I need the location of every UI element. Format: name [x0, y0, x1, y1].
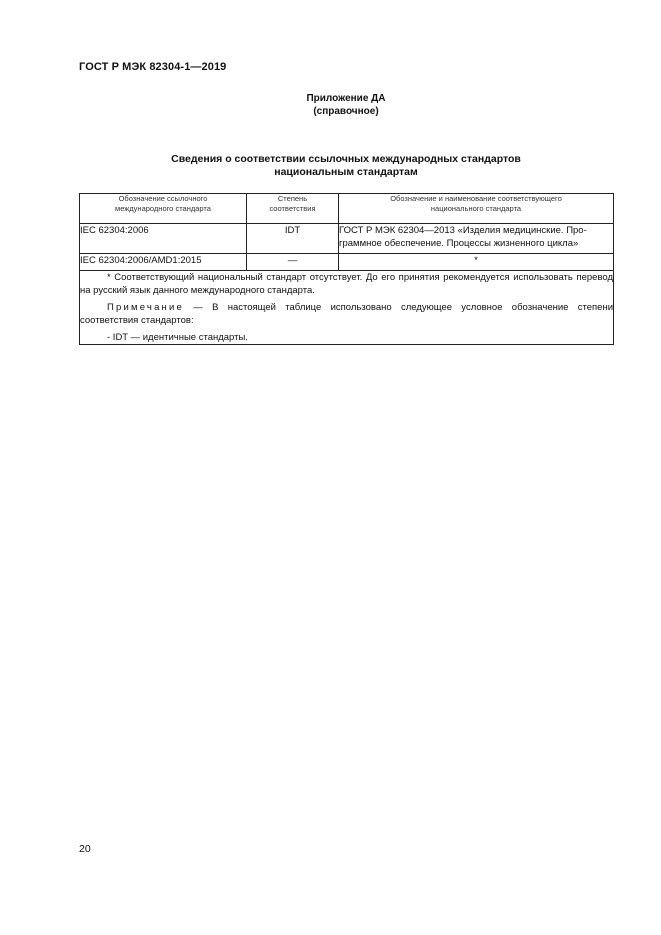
- document-code-header: ГОСТ Р МЭК 82304-1—2019: [79, 61, 227, 73]
- table-title-line1: Сведения о соответствии ссылочных международных стандартов: [171, 153, 521, 165]
- appendix-heading: [0, 92, 661, 118]
- header-degree: Степень соответствия: [247, 194, 339, 224]
- note-label: Примечание: [107, 302, 184, 313]
- appendix-title: Приложение ДА: [306, 93, 386, 104]
- table-title: [0, 153, 661, 179]
- page-number: 20: [79, 843, 91, 855]
- table-notes: [80, 271, 614, 345]
- cell-national: ГОСТ Р МЭК 62304—2013 «Изделия медицинские. Про- граммное обеспечение. Процессы жизненного цикла»: [339, 224, 614, 254]
- footnote-text: * Соответствующий национальный стандарт отсутствует. До его принятия рекомендуется использовать перевод на русский язык данного международного стандарта.: [80, 272, 613, 296]
- note-text: — В настоящей таблице использовано следующее условное обозначение степени соответствия стандартов:: [80, 302, 613, 326]
- header-reference-standard: Обозначение ссылочного международного стандарта: [80, 194, 247, 224]
- table-title-line2: национальным стандартам: [274, 166, 418, 178]
- note-list-item: - IDT — идентичные стандарты.: [107, 332, 248, 343]
- note-paragraph: [80, 301, 613, 327]
- cell-reference: IEC 62304:2006/AMD1:2015: [80, 254, 247, 271]
- correspondence-table: [79, 193, 614, 345]
- table-row: [80, 224, 614, 254]
- cell-national: *: [339, 254, 614, 271]
- appendix-subtitle: (справочное): [313, 106, 379, 117]
- cell-reference: IEC 62304:2006: [80, 224, 247, 254]
- header-national-standard: Обозначение и наименование соответствующего национального стандарта: [339, 194, 614, 224]
- table-notes-row: [80, 271, 614, 345]
- table-header-row: [80, 194, 614, 224]
- table-row: [80, 254, 614, 271]
- cell-degree: IDT: [247, 224, 339, 254]
- cell-degree: —: [247, 254, 339, 271]
